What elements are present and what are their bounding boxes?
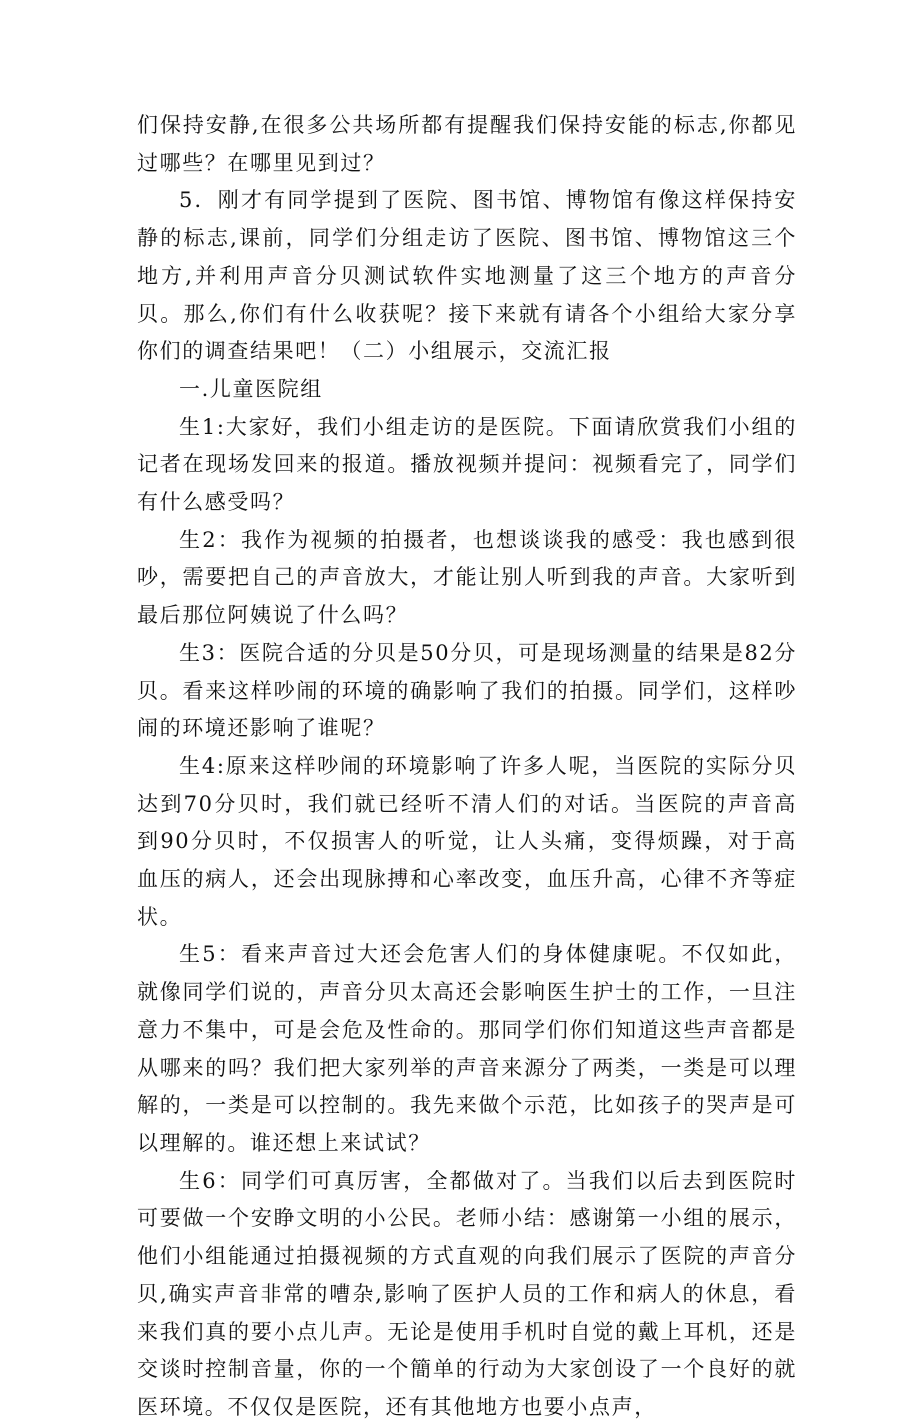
paragraph-student-4: 生4:原来这样吵闹的环境影响了许多人呢，当医院的实际分贝达到70分贝时，我们就已经听不清人们的对话。当医院的声音高到90分贝时，不仅损害人的听觉，让人头痛，变得烦躁，对于高血压的病人，还会出现脉搏和心率改变，血压升高，心律不齐等症状。: [137, 753, 797, 929]
section-heading-hospital-group: 一.儿童医院组: [179, 376, 323, 401]
paragraph-student-6: 生6：同学们可真厉害，全都做对了。当我们以后去到医院时可要做一个安睁文明的小公民。老师小结：感谢第一小组的展示，他们小组能通过拍摄视频的方式直观的向我们展示了医院的声音分贝,确实声音非常的嘈杂,影响了医护人员的工作和病人的休息，看来我们真的要小点儿声。无论是使用手机时自觉的戴上耳机，还是交谈时控制音量，你的一个簡单的行动为大家创设了一个良好的就医环境。不仅仅是医院，还有其他地方也要小点声，: [137, 1168, 797, 1419]
paragraph-student-1: 生1:大家好，我们小组走访的是医院。下面请欣赏我们小组的记者在现场发回来的报道。播放视频并提问：视频看完了，同学们有什么感受吗？: [137, 414, 797, 515]
paragraph-student-5: 生5：看来声音过大还会危害人们的身体健康呢。不仅如此，就像同学们说的，声音分贝太高还会影响医生护士的工作，一旦注意力不集中，可是会危及性命的。那同学们你们知道这些声音都是从哪来的吗？我们把大家列举的声音来源分了两类，一类是可以理解的，一类是可以控制的。我先来做个示范，比如孩子的哭声是可以理解的。谁还想上来试试？: [137, 942, 797, 1155]
paragraph-step-5: 5．刚才有同学提到了医院、图书馆、博物馆有像这样保持安静的标志,课前，同学们分组走访了医院、图书馆、博物馆这三个地方,并利用声音分贝测试软件实地测量了这三个地方的声音分贝。那么,你们有什么收获呢？接下来就有请各个小组给大家分享你们的调查结果吧！（二）小组展示，交流汇报: [137, 188, 797, 364]
document-body: [137, 107, 797, 1427]
paragraph-student-2: 生2：我作为视频的拍摄者，也想谈谈我的感受：我也感到很吵，需要把自己的声音放大，才能让别人听到我的声音。大家听到最后那位阿姨说了什么吗？: [137, 527, 797, 628]
paragraph-intro-continuation: 们保持安静,在很多公共场所都有提醒我们保持安能的标志,你都见过哪些？在哪里见到过？: [137, 113, 797, 175]
paragraph-student-3: 生3：医院合适的分贝是50分贝，可是现场测量的结果是82分贝。看来这样吵闹的环境的确影响了我们的拍摄。同学们，这样吵闹的环境还影响了谁呢？: [137, 640, 797, 741]
